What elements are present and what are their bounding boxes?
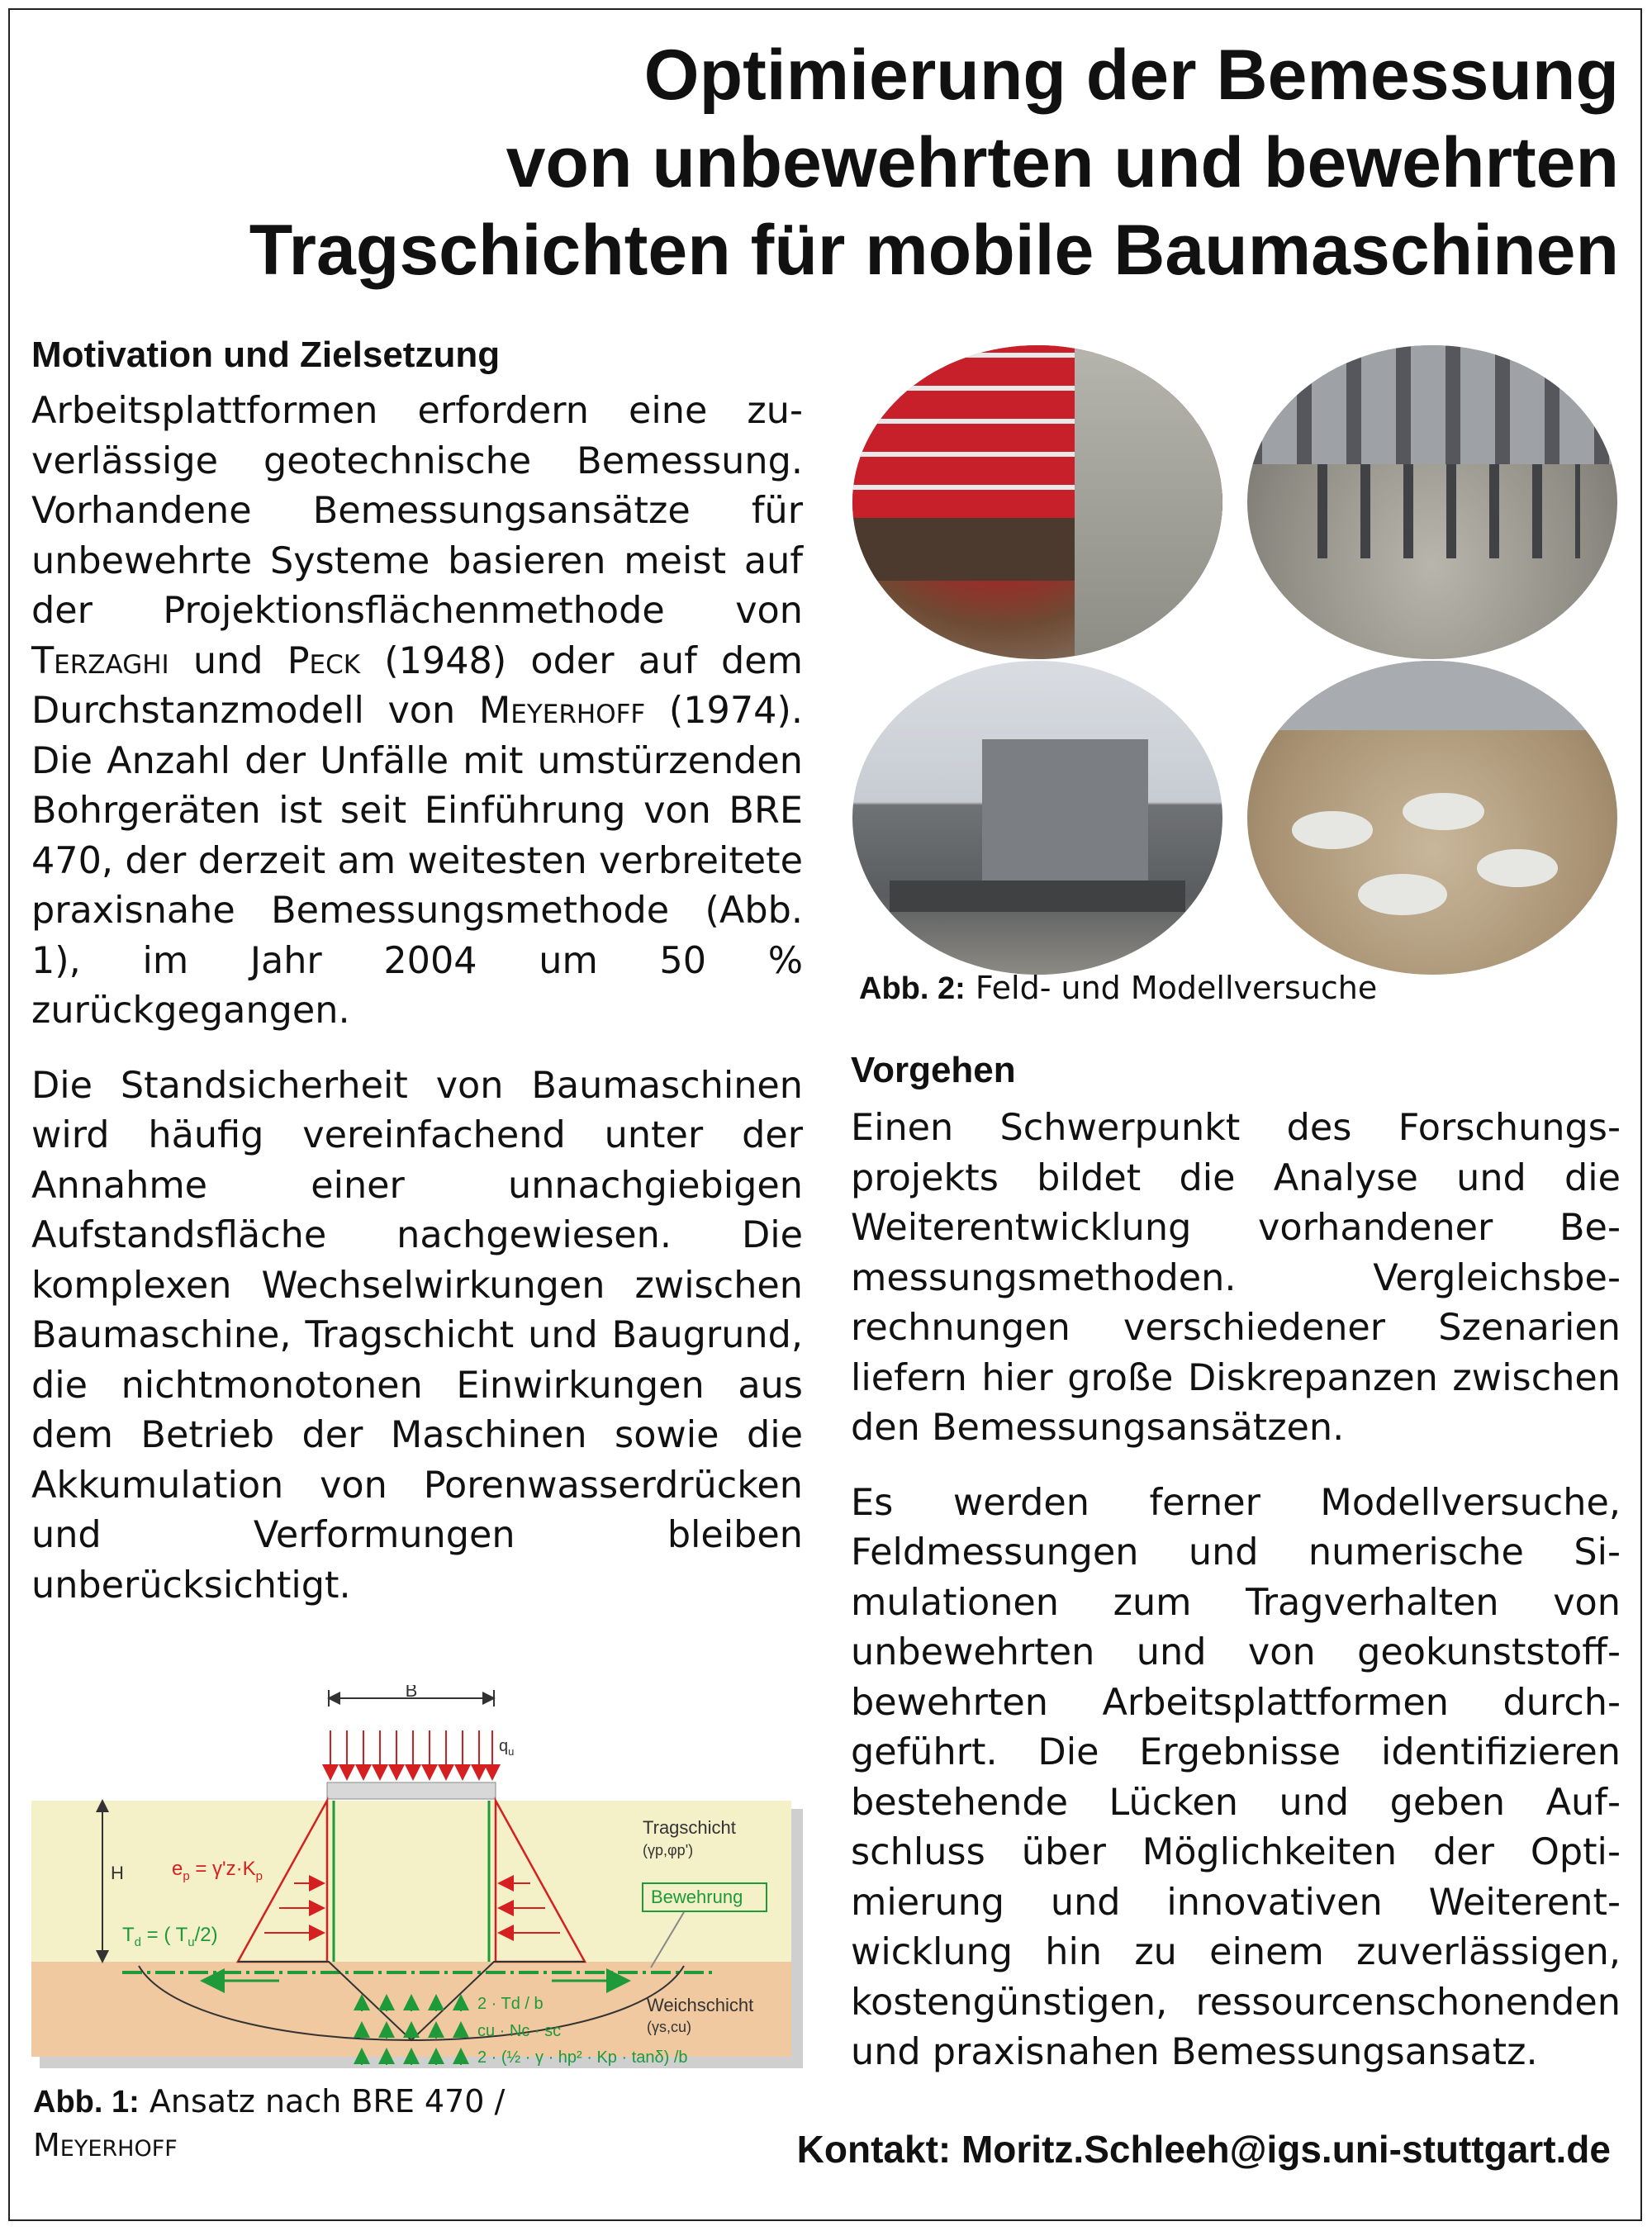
author-name: Meyerhoff	[478, 690, 646, 732]
photo-model-test-1	[1247, 345, 1617, 659]
caption-author: Meyerhoff	[33, 2127, 178, 2163]
page-title	[50, 31, 1619, 294]
figure-2-caption	[859, 966, 1377, 1010]
figure-1-caption	[33, 2080, 505, 2167]
author-name: Terzaghi	[31, 639, 169, 682]
caption-text: Feld- und Modellversuche	[965, 970, 1378, 1006]
term-3: 2 · (½ · γ · hp² · Kp · tanδ) /b	[477, 2048, 688, 2067]
text-run: (1948) oder auf dem Durchstanzmodell von	[31, 639, 803, 732]
term-2: cu · Nc · sc	[477, 2022, 562, 2040]
label-weichschicht-params: (γs,cu)	[647, 2019, 691, 2035]
text-run: Arbeitsplattformen erfordern eine zuverlässige geotechnische Bemessung. Vorhandene Bemessungsansätze für unbewehrte Systeme basieren meist auf der Projektionsflächenmethode von	[31, 390, 803, 632]
label-td: $T_d$ = ( $T_u/2$)	[122, 1924, 218, 1949]
photo-field-test-1	[852, 345, 1222, 659]
paragraph-vorgehen-2: Es werden ferner Modellversuche, Feldmessungen und numerische Simulationen zum Tragverhalten von unbewehrten und von geokunststoffbewehrten Arbeitsplattformen durchgeführt. Die Ergebnisse identifizieren bestehende Lücken und geben Aufschluss über Möglichkeiten der Optimierung und innovativen Weiterentwicklung hin zu einem zuverlässigen, kostengünstigen, ressourcenschonenden und praxisnahen Bemessungsansatz.	[851, 1481, 1621, 2073]
left-column	[31, 330, 803, 1611]
author-name: Peck	[287, 639, 361, 682]
label-weichschicht: Weichschicht	[647, 1995, 754, 2015]
label-ep: $e_p = \gamma'z\cdot K_p$	[172, 1858, 263, 1883]
bre470-diagram-svg	[31, 1685, 808, 2073]
text-run: (1974). Die Anzahl der Unfälle mit umstürzenden Bohrgeräten ist seit Einführung von BRE 470, der derzeit am weitesten verbreitete praxisnahe Bemessungsmethode (Abb. 1), im Jahr 2004 um 50 % zurückgegangen.	[31, 690, 803, 1032]
label-qu: $q_u$	[499, 1737, 515, 1758]
figure-1-diagram	[31, 1685, 808, 2073]
paragraph-motivation-2: Die Standsicherheit von Baumaschinen wird häufig vereinfachend unter der Annahme einer unnachgiebigen Aufstandsfläche nachgewiesen. Die komplexen Wechselwirkungen zwischen Baumaschine, Tragschicht und Baugrund, die nichtmonotonen Einwirkungen aus dem Betrieb der Maschinen sowie die Akkumulation von Porenwasserdrücken und Verformungen bleiben unberücksichtigt.	[31, 1064, 803, 1607]
paragraph-vorgehen-1: Einen Schwerpunkt des Forschungsprojekts bildet die Analyse und die Weiterentwicklung vorhandener Bemessungsmethoden. Vergleichsberechnungen verschiedener Szenarien liefern hier große Diskrepanzen zwischen den Bemessungsansätzen.	[851, 1107, 1621, 1449]
label-H: H	[111, 1863, 124, 1883]
footing	[327, 1782, 496, 1799]
text-run: und	[169, 639, 287, 682]
photo-model-test-2	[1247, 661, 1617, 975]
title-line-3: Tragschichten für mobile Baumaschinen	[249, 211, 1619, 290]
caption-label: Abb. 1:	[33, 2085, 140, 2119]
load-arrows	[330, 1730, 492, 1778]
title-line-1: Optimierung der Bemessung	[643, 36, 1619, 115]
title-line-2: von unbewehrten und bewehrten	[506, 123, 1619, 202]
section-heading-motivation: Motivation und Zielsetzung	[31, 335, 501, 375]
caption-label: Abb. 2:	[859, 971, 966, 1006]
section-heading-vorgehen: Vorgehen	[851, 1050, 1016, 1090]
right-column	[851, 1046, 1621, 2078]
label-B: B	[405, 1685, 418, 1701]
caption-text: Ansatz nach BRE 470 /	[139, 2083, 506, 2119]
contact-line: Kontakt: Moritz.Schleeh@igs.uni-stuttgart.de	[796, 2128, 1611, 2171]
paragraph-motivation-1	[31, 387, 803, 1037]
label-tragschicht: Tragschicht	[643, 1817, 736, 1838]
label-tragschicht-params: (γp,φp')	[643, 1842, 694, 1858]
label-bewehrung: Bewehrung	[651, 1887, 743, 1907]
photo-field-test-2	[852, 661, 1222, 975]
term-1: 2 · Td / b	[477, 1995, 544, 2013]
